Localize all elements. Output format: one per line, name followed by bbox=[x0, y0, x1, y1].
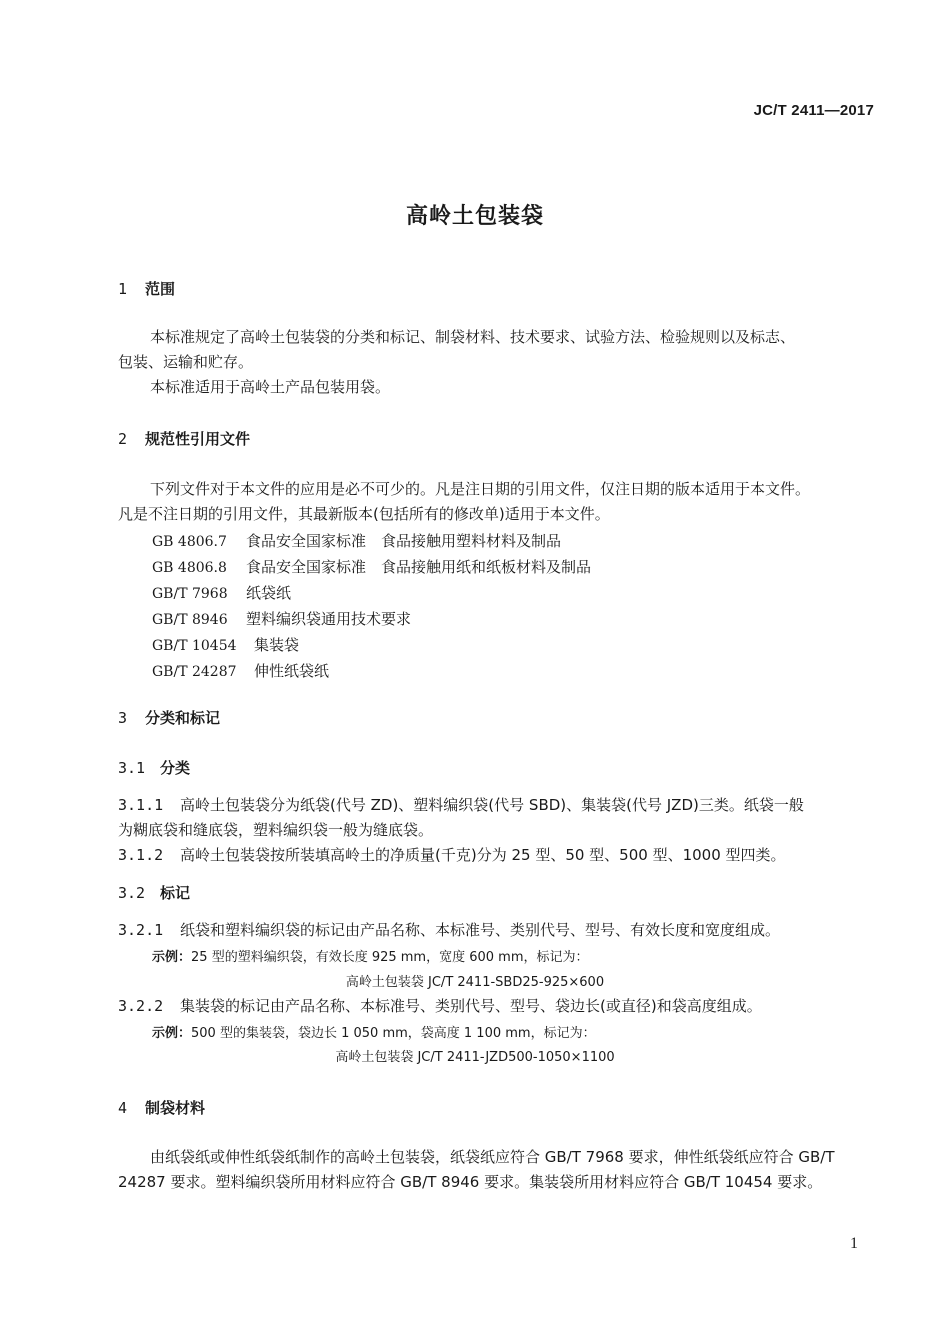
section-1-para-1-line-2: 包装、运输和贮存。 bbox=[118, 353, 254, 371]
subsection-3-1-heading bbox=[118, 757, 190, 778]
section-1-para-1-line-1: 本标准规定了高岭土包装袋的分类和标记、制袋材料、技术要求、试验方法、检验规则以及标志、 bbox=[150, 328, 796, 346]
reference-code: GB/T 24287 bbox=[152, 664, 237, 680]
example-text: 500 型的集装袋，袋边长 1 050 mm，袋高度 1 100 mm，标记为： bbox=[191, 1026, 596, 1041]
reference-title: 伸性纸袋纸 bbox=[254, 662, 330, 680]
clause-number: 3.1.1 bbox=[118, 796, 164, 814]
reference-item bbox=[152, 633, 591, 659]
subsection-title: 分类 bbox=[160, 759, 191, 777]
reference-item bbox=[152, 529, 591, 555]
section-3-heading bbox=[118, 707, 220, 728]
reference-title: 塑料编织袋通用技术要求 bbox=[246, 610, 412, 628]
reference-code: GB/T 10454 bbox=[152, 638, 237, 654]
example-label: 示例： bbox=[152, 1026, 192, 1041]
page-number: 1 bbox=[850, 1235, 858, 1252]
clause-3-2-2-mark-example: 高岭土包装袋 JC/T 2411-JZD500-1050×1100 bbox=[335, 1050, 615, 1065]
reference-item bbox=[152, 555, 591, 581]
clause-3-2-1-example bbox=[152, 946, 589, 965]
reference-title: 集装袋 bbox=[254, 636, 300, 654]
section-number: 3 bbox=[118, 709, 128, 727]
reference-title: 食品安全国家标准 食品接触用纸和纸板材料及制品 bbox=[246, 558, 592, 576]
clause-number: 3.2.1 bbox=[118, 921, 164, 939]
section-title: 分类和标记 bbox=[145, 709, 221, 727]
reference-code: GB/T 7968 bbox=[152, 586, 228, 602]
clause-text: 高岭土包装袋分为纸袋(代号 ZD)、塑料编织袋(代号 SBD)、集装袋(代号 JZD)三类。纸袋一般 bbox=[180, 796, 804, 814]
clause-number: 3.2.2 bbox=[118, 997, 164, 1015]
clause-3-1-1-line-1 bbox=[118, 793, 804, 818]
reference-code: GB 4806.8 bbox=[152, 560, 227, 576]
subsection-number: 3.1 bbox=[118, 759, 146, 777]
section-title: 范围 bbox=[145, 280, 176, 298]
clause-text: 集装袋的标记由产品名称、本标准号、类别代号、型号、袋边长(或直径)和袋高度组成。 bbox=[180, 997, 762, 1015]
clause-3-2-1 bbox=[118, 918, 780, 943]
section-1-para-2: 本标准适用于高岭土产品包装用袋。 bbox=[150, 378, 391, 396]
example-text: 25 型的塑料编织袋，有效长度 925 mm，宽度 600 mm，标记为： bbox=[191, 950, 589, 965]
section-2-para-line-2: 凡是不注日期的引用文件，其最新版本(包括所有的修改单)适用于本文件。 bbox=[118, 505, 610, 523]
clause-3-2-2-example bbox=[152, 1022, 596, 1041]
reference-code: GB/T 8946 bbox=[152, 612, 228, 628]
reference-item bbox=[152, 607, 591, 633]
subsection-title: 标记 bbox=[160, 884, 191, 902]
section-4-para-line-1: 由纸袋纸或伸性纸袋纸制作的高岭土包装袋，纸袋纸应符合 GB/T 7968 要求，伸性纸袋纸应符合 GB/T bbox=[150, 1148, 835, 1166]
section-2-heading bbox=[118, 428, 250, 449]
section-number: 2 bbox=[118, 430, 128, 448]
reference-item bbox=[152, 659, 591, 685]
normative-reference-list bbox=[152, 529, 591, 685]
example-label: 示例： bbox=[152, 950, 192, 965]
section-number: 4 bbox=[118, 1099, 128, 1117]
section-4-para-line-2: 24287 要求。塑料编织袋所用材料应符合 GB/T 8946 要求。集装袋所用材料应符合 GB/T 10454 要求。 bbox=[118, 1173, 823, 1191]
section-title: 制袋材料 bbox=[145, 1099, 206, 1117]
reference-title: 纸袋纸 bbox=[246, 584, 292, 602]
document-title: 高岭土包装袋 bbox=[405, 204, 544, 229]
section-number: 1 bbox=[118, 280, 128, 298]
clause-3-2-2 bbox=[118, 994, 762, 1019]
subsection-3-2-heading bbox=[118, 882, 190, 903]
clause-text: 纸袋和塑料编织袋的标记由产品名称、本标准号、类别代号、型号、有效长度和宽度组成。 bbox=[180, 921, 781, 939]
reference-title: 食品安全国家标准 食品接触用塑料材料及制品 bbox=[246, 532, 562, 550]
standard-number: JC/T 2411—2017 bbox=[753, 102, 874, 119]
reference-item bbox=[152, 581, 591, 607]
subsection-number: 3.2 bbox=[118, 884, 146, 902]
clause-number: 3.1.2 bbox=[118, 846, 164, 864]
clause-3-2-1-mark-example: 高岭土包装袋 JC/T 2411-SBD25-925×600 bbox=[345, 975, 605, 990]
section-2-para-line-1: 下列文件对于本文件的应用是必不可少的。凡是注日期的引用文件，仅注日期的版本适用于本文件。 bbox=[150, 480, 811, 498]
section-title: 规范性引用文件 bbox=[145, 430, 251, 448]
reference-code: GB 4806.7 bbox=[152, 534, 227, 550]
clause-3-1-1-line-2: 为糊底袋和缝底袋，塑料编织袋一般为缝底袋。 bbox=[118, 821, 434, 839]
clause-3-1-2 bbox=[118, 843, 786, 868]
section-1-heading bbox=[118, 278, 175, 299]
clause-text: 高岭土包装袋按所装填高岭土的净质量(千克)分为 25 型、50 型、500 型、1000 型四类。 bbox=[180, 846, 786, 864]
section-4-heading bbox=[118, 1097, 205, 1118]
